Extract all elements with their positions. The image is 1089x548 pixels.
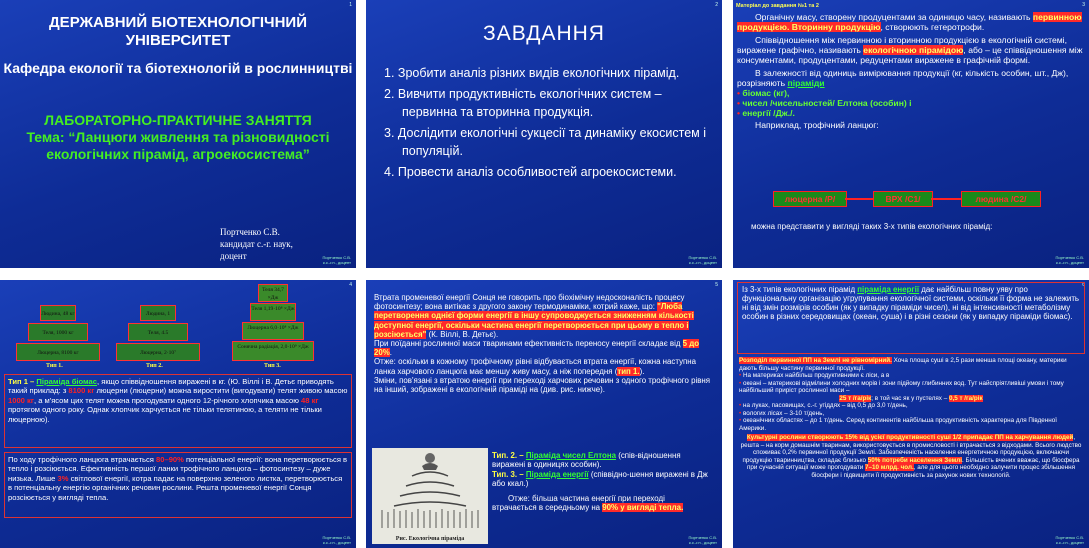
list-item: 3. Дослідити екологічні сукцесії та динаміку екосистем і популяцій.	[384, 126, 706, 158]
image-caption: Рис. Екологічна піраміда	[395, 536, 465, 542]
energy-loss-text-box: По ходу трофічного ланцюга втрачається 80–90% потенціальної енергії: вона перетворюється в тепло і розсіюється. Ефективність першої ланки трофічного ланцюга – фотосинтезу – дуже низька. Лише 3% світлової енергії, котра падає на поверхню зеленого листка, перетворюється в потенціальну енергію органічних речовин рослини. Решта променевої енергії Сонця розсіюється у вигляді тепла.	[4, 452, 352, 518]
heading-cultivated-plants: Культурні рослини створюють 15% від усієї продуктивності суші 1/2 припадає ПП на харчування людей	[746, 434, 1074, 441]
topic-label: Тема: “Ланцюги живлення та різновидності екологічних пірамід, агроекосистема”	[26, 129, 330, 162]
bullet-icon: •	[739, 372, 743, 379]
pyramid-numbers-level-3: Людина, 1	[140, 305, 176, 321]
slide-number: 1	[349, 2, 352, 8]
thermodynamics-quote: "Люба перетворення однієї форми енергії в іншу супроводжується зниженням кількості доступної енергії, оскільки частина енергії перетворюється при цьому в тепло і розсіюється"	[374, 302, 694, 339]
list-item: 4. Провести аналіз особливостей агроекосистеми.	[384, 165, 677, 179]
pyramid-numbers-level-2: Теля, 4.5	[128, 323, 188, 341]
biomass-text-box: Тип 1 – Піраміда біомас, якщо співвідношення виражені в кг. (Ю. Віллі і В. Детьє приводять такий приклад: з 8100 кг люцерни (люцерни) можна виростити (вигодувати) телят живою масою 1000 кг, а м'ясом цих телят можна прогодувати одного 12-річного хлопчика масою 48 кг протягом одного року. Однак хлопчик харчується не тільки телятиною, а теляти не тільки люцерною).	[4, 374, 352, 448]
pyramid-biomass-level-3: Людина, 48 кг	[40, 305, 76, 321]
slide-body: Органічну масу, створену продуцентами за одиницю часу, називають первинною продукцією. Вторинну продукцію, створюють гетеротрофи. Співвідношення між первинною і вторинною продукцією в екологічній системі, виражене графічно, називають екологічною пірамідою, або – це співвідношення між консументами, продуцентами, редуцентами виражене в графічній формі. В залежності від одиниць вимірювання продукції (кг, кількість особин, шт., Дж), розрізняють піраміди • біомас (кг), • чисел /чисельностей/ Елтона (особин) і • енергії /Дж./. Наприклад, трофічний ланцюг:	[737, 12, 1083, 130]
pyramid-numbers-level-1: Люцерна, 2·10⁷	[116, 343, 200, 361]
pyramid-biomass-level-2: Теля, 1000 кг	[28, 323, 88, 341]
bullet-icon: •	[737, 88, 741, 98]
list-item: 1. Зробити аналіз різних видів екологічних пірамід.	[384, 66, 680, 80]
bullet-icon: •	[737, 98, 741, 108]
department-title: Кафедра екології та біотехнологій в рослинництві	[3, 60, 353, 76]
bullet-icon: •	[739, 417, 743, 424]
lesson-title	[6, 112, 350, 163]
slide-1[interactable]	[0, 0, 356, 268]
slide-footer: Портченко С.В. к.с.-г.н., доцент	[1055, 535, 1084, 545]
energy-pyramid-text-box: Із 3-х типів екологічних пірамід піраміда енергії дає найбільш повну уяву про функціональну організацію угрупування екологічної системи, оскільки її форма не залежить ні від змін розмірів особин (як у випадку піраміди чисел), ні від інтенсивності метаболізму особин в різних середовищах (океан, суша) і в різні сезони (як у випадку піраміди біомас).	[737, 282, 1085, 354]
chain-caption: можна представити у вигляді таких 3-х типів екологічних пірамід:	[751, 222, 993, 231]
bullet-icon: •	[737, 108, 741, 118]
term-ecological-pyramid: екологічною пірамідою	[863, 45, 964, 55]
slide-body: Розподіл первинної ПП на Землі не рівномірний. Хоча площа суші в 2,5 рази менша площі океану, материки дають більшу частину первинної продукції. • На материках найбільш продуктивними є ліси, а в • океані – материкові відмілини холодних морів і зони підйому глибинних вод. Тут найспріятливіші умови і тому найбільший приріст рослинної маси – 25 т /га/рік; в той час як у пустелях – 0,5 т /га/рік • на луках, пасовищах, с.-г. угіддях – від 0,5 до 3,0 т/день, • вологих лісах – 3-10 т/день, • океанічних областях – до 1 т/день. Серед континентів найбільша продуктивність характерна для Південної Америки. Культурні рослини створюють 15% від усієї продуктивності суші 1/2 припадає ПП на харчування людей, решта – на корм домашнім тваринам, використовується в промисловості і втрачається з відходами. Всього людство споживає 0,2% первинної продукції Землі. Забезпеченість населення енергетичною продукцією, включаючи продукцію тваринництва, складає близько 50% потреби населення Землі. Більшість вчених вважає, що біосфера при сучасній ситуації може прогодувати 7–10 млрд. чол., але для цього необхідно залучити процес збільшення біосфери і підвищити її продуктивність за рахунок нових технологій.	[739, 357, 1082, 479]
pyramid-energy-level-3: Теля 1,19·10⁸ ×Дж	[250, 303, 296, 321]
pyramid-energy-level-1: Сонячна радіація, 2,0·10⁹ ×Дж	[232, 341, 314, 361]
author-name: Портченко С.В.	[220, 227, 280, 237]
type-label: Тип 1.	[46, 363, 63, 369]
slide-number: 3	[1082, 2, 1085, 8]
author-position: доцент	[220, 251, 247, 261]
slide-4[interactable]	[0, 280, 356, 548]
ecological-pyramid-image	[372, 448, 488, 544]
slide-footer: Портченко С.В. к.с.-г.н., доцент	[688, 255, 717, 265]
slide-number: 6	[1082, 282, 1085, 288]
heading-distribution: Розподіл первинної ПП на Землі не рівномірний.	[739, 357, 892, 364]
chain-lucerne: люцерна /Р/	[773, 191, 847, 207]
pyramid-drawing	[372, 448, 488, 534]
pyramids-link[interactable]: піраміди	[787, 78, 825, 88]
tasks-list	[384, 64, 712, 184]
chain-cattle: ВРХ /С1/	[873, 191, 933, 207]
pyramid-biomass-level-1: Люцерна, 8100 кг	[16, 343, 100, 361]
slide-number: 4	[349, 282, 352, 288]
tasks-title: ЗАВДАННЯ	[483, 22, 605, 45]
type-label: Тип 2.	[146, 363, 163, 369]
pyramid-energy-level-4: Теля 34,7 ×Дж	[258, 284, 288, 302]
bullet-icon: •	[739, 402, 743, 409]
pyramid-energy-level-2: Люцерна 6,0·10⁸ ×Дж	[242, 322, 304, 340]
slide-body: Втрата променевої енергії Сонця не говорить про біохімічну недосконалість процесу фотосинтезу; вона витікає з другого закону термодинаміки, котрий каже, що: "Люба перетворення однієї форми енергії в іншу супроводжується зниженням кількості доступної енергії, оскільки частина енергії перетворюється при цьому в тепло і розсіюється" (К. Віллі, В. Детьє). При поїданні рослинної маси тваринами ефективність переносу енергії складає від 5 до 20%. Отже: оскільки в кожному трофічному рівні відбувається втрата енергії, кожна наступна ланка харчового ланцюга має меншу живу масу, а ніж попередня (тип 1.). Зміни, пов'язані з втратою енергії при переході харчових речовин з одного трофічного рівня на інший, зображені в екологічній піраміді на (див. рис. нижче).	[374, 293, 711, 395]
term-primary-production: первинною продукцією. Вторинну продукцію	[737, 12, 1082, 32]
slide-2[interactable]	[366, 0, 722, 268]
arrow-icon	[845, 198, 873, 200]
university-title: ДЕРЖАВНИЙ БІОТЕХНОЛОГІЧНИЙ УНІВЕРСИТЕТ	[49, 14, 307, 49]
slide-5[interactable]	[366, 280, 722, 548]
author-degree: кандидат с.-г. наук,	[220, 239, 293, 249]
type-label: Тип 3.	[264, 363, 281, 369]
slide-footer: Портченко С.В. к.с.-г.н., доцент	[322, 535, 351, 545]
pyramid-types-text: Тип. 2. – Піраміда чисел Елтона (спів-відношення виражені в одиницях особин). Тип. 3. – Піраміда енергії (співвідно-шення виражені в Дж або ккал.) Отже: більша частина енергії при переході втрачається в середньому на 90% у вигляді тепла.	[492, 451, 708, 513]
slide-footer: Портченко С.В. к.с.-г.н., доцент	[322, 255, 351, 265]
slide-6[interactable]	[733, 280, 1089, 548]
bullet-icon: •	[739, 409, 743, 417]
slide-number: 5	[715, 282, 718, 288]
slide-3[interactable]	[733, 0, 1089, 268]
author-block	[220, 226, 293, 262]
lab-label: ЛАБОРАТОРНО-ПРАКТИЧНЕ ЗАНЯТТЯ	[44, 112, 312, 128]
slide-footer: Портченко С.В. к.с.-г.н., доцент	[688, 535, 717, 545]
list-item: 2. Вивчити продуктивність екологічних систем – первинна та вторинна продукція.	[384, 87, 662, 119]
slide-header: Матеріал до завдання №1 та 2	[736, 3, 819, 9]
slide-number: 2	[715, 2, 718, 8]
slide-footer: Портченко С.В. к.с.-г.н., доцент	[1055, 255, 1084, 265]
bullet-icon: •	[739, 379, 743, 387]
arrow-icon	[931, 198, 961, 200]
chain-human: людина /С2/	[961, 191, 1041, 207]
